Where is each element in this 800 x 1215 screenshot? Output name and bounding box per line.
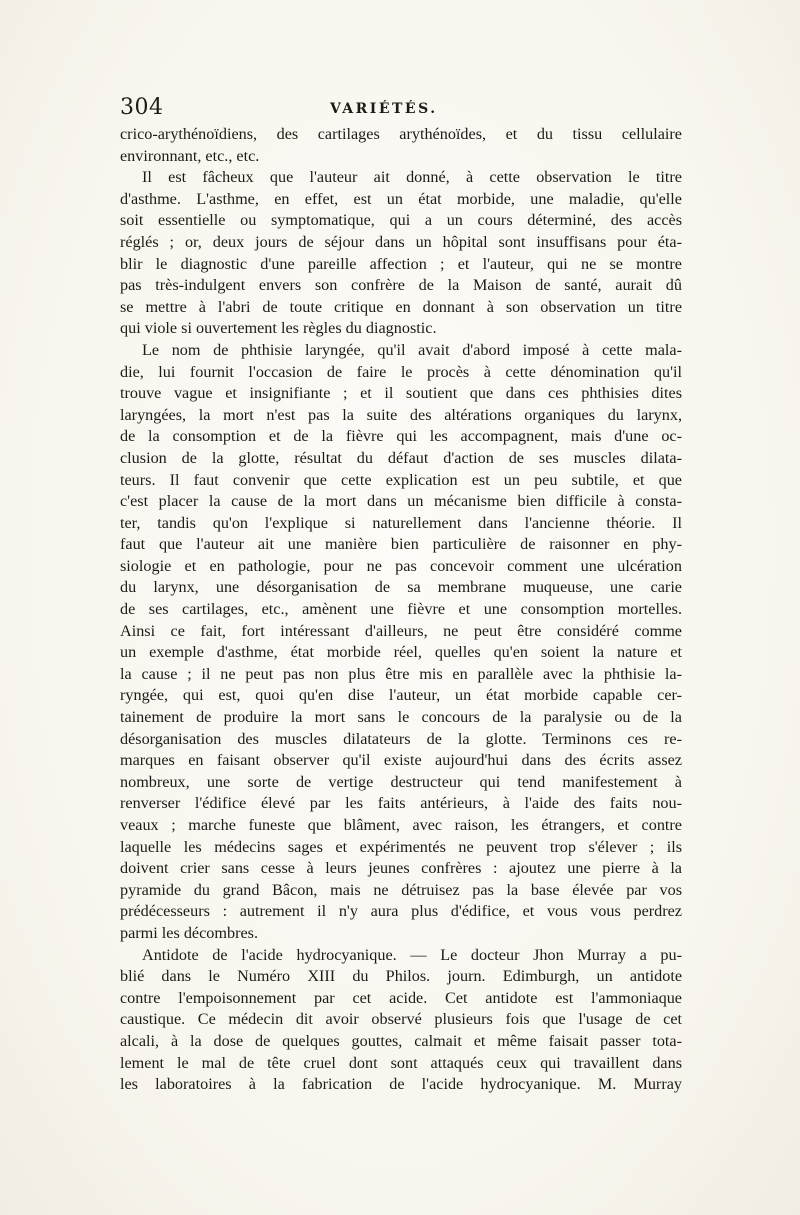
text-line: pyramide du grand Bâcon, mais ne détruisez pas la base élevée par vos [120,880,682,899]
text-line: faut que l'auteur ait une manière bien particulière de raisonner en phy- [120,535,682,554]
text-line: teurs. Il faut convenir que cette explication est un peu subtile, et que [120,470,682,489]
text-line: marques en faisant observer qu'il existe aujourd'hui dans des écrits assez [120,751,682,770]
text-line: qui viole si ouvertement les règles du diagnostic. [120,319,437,338]
text-line: la cause ; il ne peut pas non plus être mis en parallèle avec la phthisie la- [120,664,682,683]
text-line: alcali, à la dose de quelques gouttes, calmait et même faisait passer tota- [120,1031,682,1050]
body-text [120,124,682,1096]
text-line: du larynx, une désorganisation de sa membrane muqueuse, une carie [120,578,682,597]
page-header [120,95,680,127]
text-line: désorganisation des muscles dilatateurs de la glotte. Terminons ces re- [120,729,682,748]
text-line: renverser l'édifice élevé par les faits antérieurs, à l'aide des faits nou- [120,794,682,813]
text-line: blié dans le Numéro XIII du Philos. journ. Edimburgh, un antidote [120,967,682,986]
text-line: soit essentielle ou symptomatique, qui a un cours déterminé, des accès [120,211,682,230]
text-line: clusion de la glotte, résultat du défaut d'action de ses muscles dilata- [120,448,682,467]
text-line: ryngée, qui est, quoi qu'en dise l'auteur, un état morbide capable cer- [120,686,682,705]
text-line: lement le mal de tête cruel dont sont attaqués ceux qui travaillent dans [120,1053,682,1072]
text-line: doivent crier sans cesse à leurs jeunes confrères : ajoutez une pierre à la [120,859,682,878]
text-line: environnant, etc., etc. [120,146,260,165]
text-line: pas très-indulgent envers son confrère de la Maison de santé, aurait dû [120,276,682,295]
text-line: de la consomption et de la fièvre qui les accompagnent, mais d'une oc- [120,427,682,446]
text-line: c'est placer la cause de la mort dans un mécanisme bien difficile à consta- [120,492,682,511]
text-line: Ainsi ce fait, fort intéressant d'ailleurs, ne peut être considéré comme [120,621,682,640]
text-line: trouve vague et insignifiante ; et il soutient que dans ces phthisies dites [120,384,682,403]
text-line: Le nom de phthisie laryngée, qu'il avait d'abord imposé à cette mala- [142,340,682,359]
text-line: veaux ; marche funeste que blâment, avec raison, les étrangers, et contre [120,816,682,834]
text-line: caustique. Ce médecin dit avoir observé plusieurs fois que l'usage de cet [120,1010,682,1029]
text-line: nombreux, une sorte de vertige destructeur qui tend manifestement à [120,772,682,791]
text-line: ter, tandis qu'on l'explique si naturellement dans l'ancienne théorie. Il [120,513,682,532]
text-line: réglés ; or, deux jours de séjour dans un hôpital sont insuffisans pour éta- [120,232,682,251]
text-line: die, lui fournit l'occasion de faire le procès à cette dénomination qu'il [120,362,682,381]
text-line: laryngées, la mort n'est pas la suite des altérations organiques du larynx, [120,405,682,424]
text-line: siologie et en pathologie, pour ne pas concevoir comment une ulcération [120,556,682,575]
text-line: les laboratoires à la fabrication de l'acide hydrocyanique. M. Murray [120,1075,682,1094]
text-line: laquelle les médecins sages et expérimentés ne peuvent trop s'élever ; ils [120,837,682,856]
text-line: se mettre à l'abri de toute critique en donnant à son observation un titre [120,297,682,316]
text-line: Il est fâcheux que l'auteur ait donné, à cette observation le titre [142,168,682,187]
text-line: crico-arythénoïdiens, des cartilages arythénoïdes, et du tissu cellulaire [120,125,682,143]
text-line: Antidote de l'acide hydrocyanique. — Le docteur Jhon Murray a pu- [142,945,682,964]
text-line: blir le diagnostic d'une pareille affection ; et l'auteur, qui ne se montre [120,254,682,273]
text-line: un exemple d'asthme, état morbide réel, quelles qu'en soient la nature et [120,643,682,662]
text-line: d'asthme. L'asthme, en effet, est un état morbide, une maladie, qu'elle [120,189,682,208]
text-line: parmi les décombres. [120,923,258,942]
text-line: de ses cartilages, etc., amènent une fièvre et une consomption mortelles. [120,600,682,619]
text-line: contre l'empoisonnement par cet acide. Cet antidote est l'ammoniaque [120,988,682,1007]
running-title: VARIÉTÉS. [330,101,438,117]
page-number: 304 [120,95,164,120]
text-line: prédécesseurs : autrement il n'y aura plus d'édifice, et vous vous perdrez [120,902,682,921]
text-line: tainement de produire la mort sans le concours de la paralysie ou de la [120,708,682,727]
